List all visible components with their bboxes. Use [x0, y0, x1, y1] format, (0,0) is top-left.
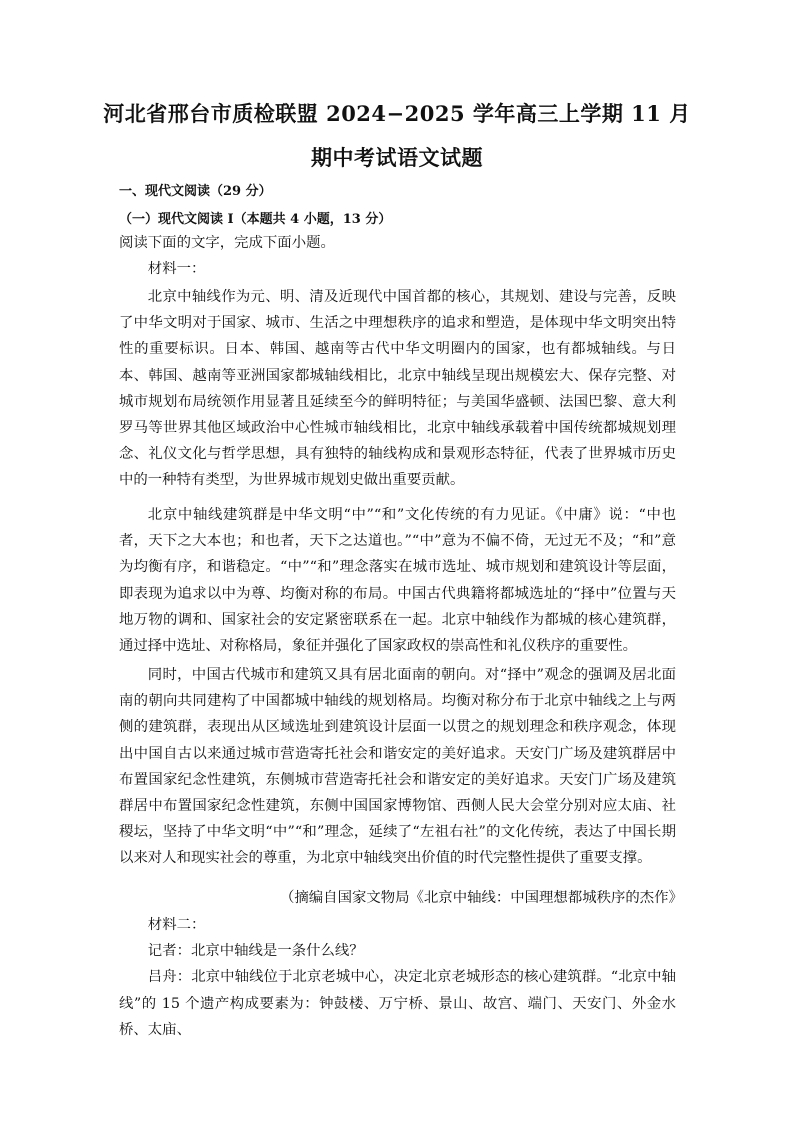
- material1-paragraph-1: 北京中轴线作为元、明、清及近现代中国首都的核心，其规划、建设与完善，反映了中华文明对于国家、城市、生活之中理想秩序的追求和塑造，是体现中华文明突出特性的重要标识。日本、韩国、越南等古代中华文明圈内的国家，也有都城轴线。与日本、韩国、越南等亚洲国家都城轴线相比，北京中轴线呈现出规模宏大、保存完整、对城市规划布局统领作用显著且延续至今的鲜明特征；与美国华盛顿、法国巴黎、意大利罗马等世界其他区域政治中心性城市轴线相比，北京中轴线承载着中国传统都城规划理念、礼仪文化与哲学思想，具有独特的轴线构成和景观形态特征，代表了世界城市历史中的一种特有类型，为世界城市规划史做出重要贡献。: [119, 289, 676, 489]
- material2-body: [119, 912, 676, 1043]
- material1-body-3: [119, 662, 676, 872]
- subsection-heading: （一）现代文阅读 I（本题共 4 小题，13 分）: [119, 212, 392, 227]
- instructions-block: [119, 230, 676, 282]
- material1-label: 材料一：: [147, 261, 206, 278]
- material2-label: 材料二：: [147, 917, 206, 933]
- material1-paragraph-3: 同时，中国古代城市和建筑又具有居北面南的朝向。对“择中”观念的强调及居北面南的朝向共同建构了中国都城中轴线的规划格局。均衡对称分布于北京中轴线之上与两侧的建筑群，表现出从区域选址到建筑设计层面一以贯之的规划理念和秩序观念，体现出中国自古以来通过城市营造寄托社会和谐安定的美好追求。天安门广场及建筑群居中布置国家纪念性建筑，东侧城市营造寄托社会和谐安定的美好追求。天安门广场及建筑群居中布置国家纪念性建筑，东侧中国国家博物馆、西侧人民大会堂分别对应太庙、社稷坛，坚持了中华文明“中”“和”理念，延续了“左祖右社”的文化传统，表达了中国长期以来对人和现实社会的尊重，为北京中轴线突出价值的时代完整性提供了重要支撑。: [119, 667, 676, 867]
- material1-paragraph-2: 北京中轴线建筑群是中华文明“中”“和”文化传统的有力见证。《中庸》说：“中也者，天下之大本也；和也者，天下之达道也。”“中”意为不偏不倚，无过无不及；“和”意为均衡有序，和谐稳定。“中”“和”理念落实在城市选址、城市规划和建筑设计等层面，即表现为追求以中为尊、均衡对称的布局。中国古代典籍将都城选址的“择中”位置与天地万物的调和、国家社会的安定紧密联系在一起。北京中轴线作为都城的核心建筑群，通过择中选址、对称格局，象征并强化了国家政权的崇高性和礼仪秩序的重要性。: [119, 507, 676, 655]
- material2-paragraph-1: 记者：北京中轴线是一条什么线？: [147, 943, 364, 960]
- section-heading: 一、现代文阅读（29 分）: [119, 184, 272, 199]
- instructions-text: 阅读下面的文字，完成下面小题。: [119, 235, 335, 251]
- document-title-line1: 河北省邢台市质检联盟 2024−2025 学年高三上学期 11 月: [103, 101, 691, 126]
- material1-body-2: [119, 502, 676, 659]
- material1-source: （摘编自国家文物局《北京中轴线：中国理想都城秩序的杰作》: [280, 890, 683, 906]
- material2-paragraph-2: 吕舟：北京中轴线位于北京老城中心，决定北京老城形态的核心建筑群。“北京中轴线”的 15 个遗产构成要素为：钟鼓楼、万宁桥、景山、故宫、端门、天安门、外金水桥、太庙、: [119, 969, 676, 1038]
- material1-body: [119, 284, 676, 494]
- document-title-line2: 期中考试语文试题: [311, 145, 483, 170]
